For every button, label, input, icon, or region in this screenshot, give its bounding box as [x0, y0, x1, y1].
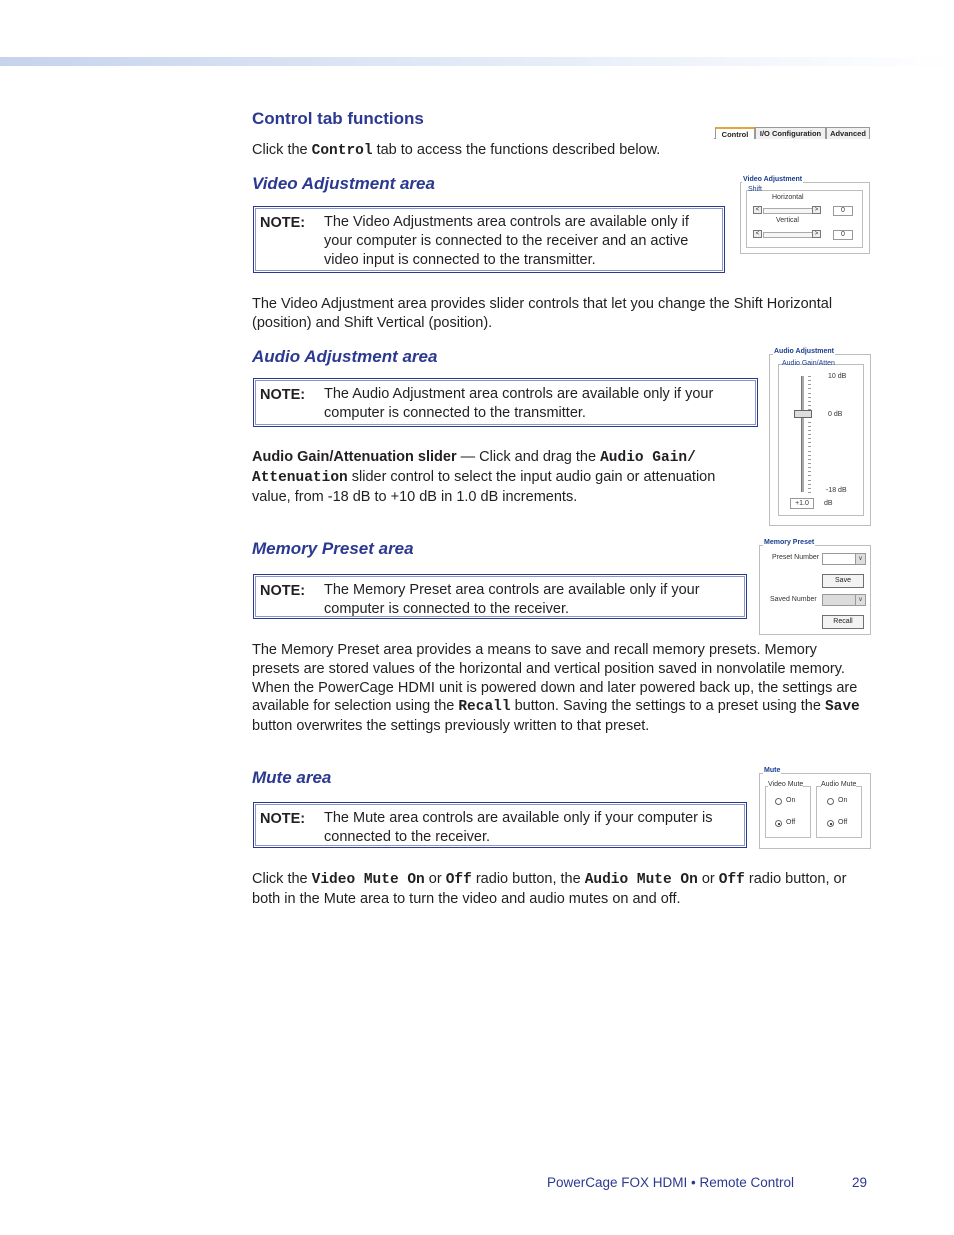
- audio-mute-off-label: Off: [838, 819, 848, 826]
- slider-tick: [808, 405, 811, 406]
- slider-tick: [808, 455, 811, 456]
- slider-tick: [808, 471, 811, 472]
- mute-heading: Mute area: [252, 768, 332, 787]
- slider-tick: [808, 430, 811, 431]
- memory-preset-screenshot: [758, 541, 870, 635]
- page-title: Control tab functions: [252, 109, 424, 128]
- slider-tick: [808, 388, 811, 389]
- video-body: The Video Adjustment area provides slider controls that let you change the Shift Horizontal (position) and Shift Vertical (position).: [252, 296, 833, 331]
- bottom-scale-label: -18 dB: [826, 487, 847, 494]
- header-bar: [0, 57, 954, 66]
- audio-body: Audio Gain/Attenuation slider — Click and drag the Audio Gain/ Attenuation slider control to select the input audio gain or attenuation value, from -18 dB to +10 dB in 1.0 dB increments.: [252, 449, 716, 505]
- tab-advanced[interactable]: Advanced: [826, 127, 870, 139]
- memory-preset-heading: Memory Preset area: [252, 539, 414, 558]
- vertical-right-arrow[interactable]: >: [812, 230, 821, 238]
- audio-note: [253, 378, 758, 427]
- audio-mute-label: Audio Mute: [821, 781, 857, 788]
- horizontal-slider[interactable]: [763, 208, 813, 214]
- memory-group-title: Memory Preset: [764, 539, 815, 546]
- slider-tick: [808, 463, 811, 464]
- footer-text: PowerCage FOX HDMI • Remote Control: [547, 1175, 795, 1190]
- shift-label: Shift: [748, 186, 763, 193]
- mute-body: Click the Video Mute On or Off radio button, the Audio Mute On or Off radio button, or both in the Mute area to turn the video and audio mutes on and off.: [252, 871, 847, 907]
- video-mute-off-label: Off: [786, 819, 796, 826]
- slider-tick: [808, 380, 811, 381]
- slider-tick: [808, 442, 811, 443]
- top-scale-label: 10 dB: [828, 373, 847, 380]
- video-adjustment-heading: Video Adjustment area: [252, 174, 435, 193]
- slider-tick: [808, 434, 811, 435]
- slider-tick: [808, 438, 811, 439]
- audio-adjustment-heading: Audio Adjustment area: [252, 347, 438, 366]
- slider-tick: [808, 426, 811, 427]
- chevron-down-icon: v: [855, 595, 865, 605]
- mid-scale-label: 0 dB: [828, 411, 843, 418]
- vertical-left-arrow[interactable]: <: [753, 230, 762, 238]
- slider-tick: [808, 446, 811, 447]
- audio-value[interactable]: +1.0: [790, 498, 814, 509]
- slider-tick: [808, 397, 811, 398]
- horizontal-label: Horizontal: [772, 194, 804, 201]
- video-adjustment-screenshot: [738, 178, 870, 254]
- mute-screenshot: [758, 769, 870, 849]
- video-mute-on-radio[interactable]: [775, 798, 782, 805]
- preset-number-label: Preset Number: [772, 554, 820, 561]
- audio-unit: dB: [824, 500, 833, 507]
- recall-button[interactable]: Recall: [822, 615, 864, 629]
- audio-mute-off-radio[interactable]: [827, 820, 834, 827]
- memory-body: The Memory Preset area provides a means to save and recall memory presets. Memory presets are stored values of the horizontal and vertical position saved in nonvolatile memory. When the PowerCage HDMI unit is powered down and later powered back up, the settings are available for selection using the Recall button. Saving the settings to a preset using the Save button overwrites the settings previously written to that preset.: [252, 642, 860, 735]
- note-label: NOTE:: [260, 387, 306, 403]
- slider-tick: [808, 475, 811, 476]
- audio-gain-label: Audio Gain/Atten: [782, 360, 835, 367]
- video-group-title: Video Adjustment: [743, 176, 803, 183]
- slider-tick: [808, 484, 811, 485]
- note-label: NOTE:: [260, 583, 306, 599]
- slider-tick: [808, 393, 811, 394]
- slider-tick: [808, 384, 811, 385]
- audio-adjustment-screenshot: [768, 350, 870, 526]
- horizontal-right-arrow[interactable]: >: [812, 206, 821, 214]
- preset-number-select[interactable]: [822, 553, 866, 565]
- save-button[interactable]: Save: [822, 574, 864, 588]
- video-mute-on-label: On: [786, 797, 796, 804]
- slider-tick: [808, 467, 811, 468]
- mute-group-title: Mute: [764, 767, 781, 774]
- slider-tick: [808, 401, 811, 402]
- horizontal-left-arrow[interactable]: <: [753, 206, 762, 214]
- audio-mute-on-label: On: [838, 797, 848, 804]
- slider-tick: [808, 422, 811, 423]
- note-label: NOTE:: [260, 215, 306, 231]
- slider-tick: [808, 459, 811, 460]
- page-number: 29: [852, 1175, 868, 1190]
- audio-mute-on-radio[interactable]: [827, 798, 834, 805]
- note-text: The Memory Preset area controls are available only if your computer is connected to the receiver.: [324, 582, 700, 617]
- vertical-slider[interactable]: [763, 232, 813, 238]
- video-mute-label: Video Mute: [768, 781, 804, 788]
- tab-control[interactable]: Control: [715, 127, 755, 139]
- note-text: The Video Adjustments area controls are available only if your computer is connected to the receiver and an active video input is connected to the transmitter.: [324, 214, 689, 268]
- saved-number-label: Saved Number: [770, 596, 817, 603]
- chevron-down-icon: v: [855, 554, 865, 564]
- note-text: The Mute area controls are available only if your computer is connected to the receiver.: [324, 810, 713, 845]
- saved-number-select[interactable]: [822, 594, 866, 606]
- note-text: The Audio Adjustment area controls are available only if your computer is connected to the transmitter.: [324, 386, 714, 421]
- mute-note: [253, 802, 747, 848]
- memory-note: [253, 574, 747, 619]
- audio-slider-thumb[interactable]: [794, 410, 812, 418]
- tab-io-configuration[interactable]: I/O Configuration: [755, 127, 826, 139]
- slider-tick: [808, 492, 811, 493]
- horizontal-value[interactable]: 0: [833, 206, 853, 216]
- note-label: NOTE:: [260, 811, 306, 827]
- vertical-label: Vertical: [776, 217, 799, 224]
- video-note: [253, 206, 725, 273]
- slider-tick: [808, 488, 811, 489]
- slider-tick: [808, 480, 811, 481]
- vertical-value[interactable]: 0: [833, 230, 853, 240]
- slider-tick: [808, 376, 811, 377]
- intro-text: Click the Control tab to access the functions described below.: [252, 142, 661, 159]
- slider-tick: [808, 451, 811, 452]
- audio-slider-track[interactable]: [801, 376, 804, 492]
- audio-group-title: Audio Adjustment: [774, 348, 835, 355]
- video-mute-off-radio[interactable]: [775, 820, 782, 827]
